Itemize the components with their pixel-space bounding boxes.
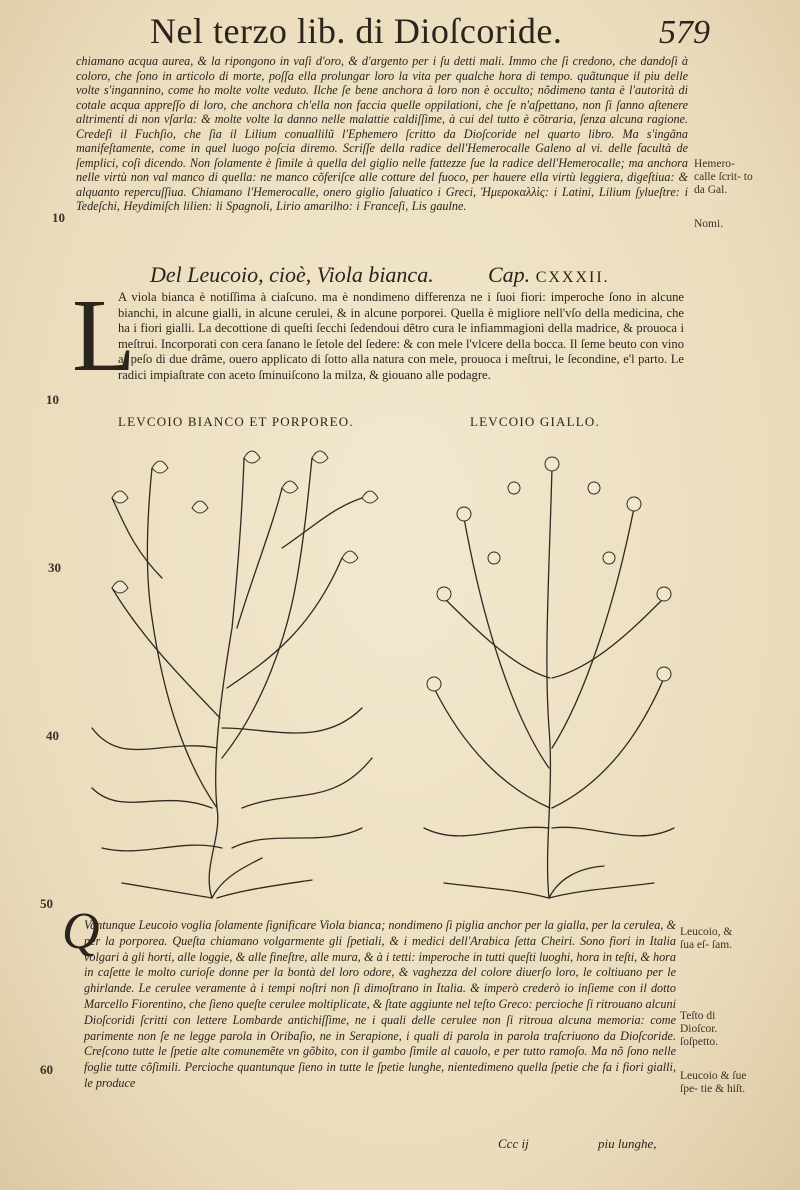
line-number: 40 xyxy=(46,728,59,743)
top-paragraph xyxy=(76,54,688,214)
catchword: piu lunghe, xyxy=(598,1136,657,1151)
chapter-cap-label: Cap. xyxy=(488,262,531,287)
top-paragraph-text: chiamano acqua aurea, & la ripongono in vaſi d'oro, & d'argento per i ſu detti mali. Immo che ſi credono, che dandoſi à coloro, che ſono in articolo di morte, poſſa ella prolungar loro la vita per qualche hora di tempo. quãtunque il piu delle volte s'ingannino, come ho molte volte veduto. Ilche ſe bene anchora à loro non è occulto; nõdimeno tanta è l'autorità di cotale acqua appreſſo di loro, che anchora ch'ella non faccia quelle oppilationi, che ſe n'aſpettano, non ſi ſanno aſtenere altrimenti di non vſarla: & molte volte la danno nelle malattie caldiſſime, à cui del tutto è cõtraria, ſenza alcuna ragione. Credeſi il Fuchſio, che ſia il Lilium conuallilũ l'Ephemero ſcritto da Dioſcoride nel quarto libro. Ma s'ingãna manifeſtamente, come in quel luogo poſcia diremo. Scriſſe della radice dell'Hemerocalle Galeno al vi. delle facultà de ſemplici, coſi dicendo. Non ſolamente è ſimile à quella del giglio nelle fattezze ſue la radice dell'Hemerocalle; ma anchora nelle virtù non val manco di quella: ne manco cõferiſce alle cotture del fuoco, per hauere ella virtù leggiera, digeſtiua: & alquanto repercuſſiua. Chiamano l'Hemerocalle, onero giglio ſaluatico i Greci, Ἡμεροκαλλὶς: i Latini, Lilium ſylueſtre: i Tedeſchi, Heydimiſch lilien: li Spagnoli, Lirio amarilho: i Franceſi, Lis gaulne. xyxy=(76,54,688,213)
line-number: 60 xyxy=(40,1062,53,1077)
margin-note: Leucoio & ſue ſpe- tie & hiſt. xyxy=(680,1070,747,1095)
line-number: 10 xyxy=(46,392,59,407)
signature-mark: Ccc ij xyxy=(498,1136,529,1151)
folio-number: 579 xyxy=(659,14,710,51)
running-header xyxy=(150,8,710,56)
line-number: 30 xyxy=(48,560,61,575)
margin-note: Nomi. xyxy=(694,218,724,230)
chapter-text: A viola bianca è notiſſima à ciaſcuno. ma è nondimeno differenza ne i ſuoi fiori: imperoche ſono in alcune bianchi, in alcune gialli, in alcune cerulei, & in alcune porporei. Quella è migliore nell'vſo della medicina, che ha i fiori gialli. La decottione di queſti ſecchi ſedendoui dẽtro cura le infiammagioni della madrice, & prouoca i meſtrui. Incorporati con cera ſanano le ſetole del ſedere: & con mele l'vlcere della bocca. Il ſeme beuto con vino al peſo di due drãme, ouero applicato di ſotto alla natura con mele, prouoca i meſtrui, le ſecondine, e'l parto. Le radici impiaſtrate con aceto ſminuiſcono la milza, & giouano alle podagre. xyxy=(118,290,684,382)
woodcut-leucoio-giallo xyxy=(404,428,694,906)
figure-caption-left: LEVCOIO BIANCO ET PORPOREO. xyxy=(118,414,354,429)
line-number: 10 xyxy=(52,210,65,225)
page-title: Nel terzo lib. di Dioſcoride. xyxy=(150,11,563,51)
woodcut-leucoio-bianco xyxy=(72,428,392,906)
chapter-text-block xyxy=(118,290,684,384)
drop-cap-bottom: Q xyxy=(62,903,100,960)
drop-cap: L xyxy=(72,278,136,393)
margin-note: Hemero- calle ſcrit- to da Gal. xyxy=(694,158,753,196)
chapter-heading xyxy=(150,262,650,288)
bottom-paragraph-text: Vantunque Leucoio voglia ſolamente ſignificare Viola bianca; nondimeno ſi piglia anchor per la gialla, per la cerulea, & per la porporea. Queſta chiamano volgarmente gli ſpetiali, & i medici dell'Arabica ſetta Cheiri. Sono fiori in Italia volgari à gli horti, alle loggie, & alle fineſtre, alle mura, & à i tetti: imperoche in tutti queſti luoghi, hora in teſti, & hora in caſette le molto curioſe donne per la bontà del loro odore, & vaghezza del colore diuerſo loro, le coltiuano per le ghirlande. Le cerulee veramente à i tempi noſtri non ſi dimoſtrano in Italia. & imperò crederò io inſieme con il dotto Marcello Fiorentino, che ſieno queſte cerulee moltiplicate, & ſtate aggiunte nel teſto Greco: percioche ſi ritrouano alcuni Dioſcoridi ſcritti con lettere Lombarde antichiſſime, ne i quali delle cerulee non ſi ritroua alcuna memoria: come parimente non ſe ne legge parola in Oribaſio, ne in Serapione, i quali di parola in parola traſcriuono da Dioſcoride. Creſcono tutte le ſpetie alte comunemẽte vn gõbito, con il gambo ſimile al cauolo, e per tutto ramoſo. Ma nõ ſono nelle foglie tutte cõſimili. Percioche quantunque ſieno in tutte le ſpetie lunghe, nientedimeno quella ſpetie che fa i fiori gialli, le produce xyxy=(84,918,676,1090)
chapter-roman: CXXXII. xyxy=(535,269,610,286)
figure-caption-right: LEVCOIO GIALLO. xyxy=(470,414,600,429)
margin-note: Leucoio, & ſua eſ- ſam. xyxy=(680,926,733,951)
bottom-paragraph xyxy=(84,918,676,1092)
margin-note: Teſto di Dioſcor. ſoſpetto. xyxy=(680,1010,719,1048)
line-number: 50 xyxy=(40,896,53,911)
chapter-number xyxy=(488,262,610,288)
chapter-title: Del Leucoio, cioè, Viola bianca. xyxy=(150,262,434,287)
